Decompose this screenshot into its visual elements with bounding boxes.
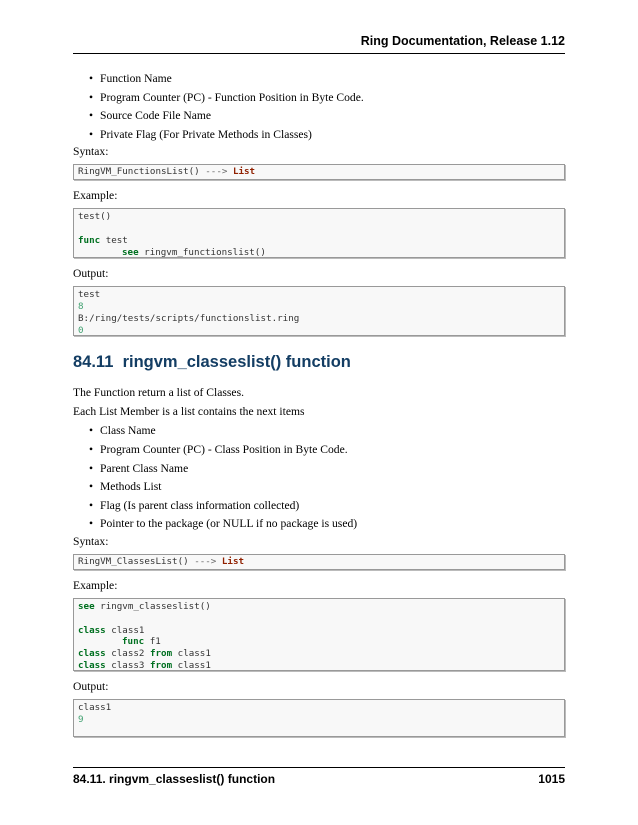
list-item: • Class Name — [90, 424, 565, 438]
list-item: • Parent Class Name — [90, 462, 565, 476]
output-label: Output: — [73, 267, 109, 281]
output-label: Output: — [73, 679, 109, 693]
list-item: • Flag (Is parent class information collected) — [90, 499, 565, 513]
list-item: • Program Counter (PC) - Function Position in Byte Code. — [90, 91, 565, 105]
page-footer — [73, 767, 565, 790]
example-label: Example: — [73, 189, 118, 203]
section-intro-items: Each List Member is a list contains the next items — [73, 405, 305, 419]
syntax-code-block: RingVM_ClassesList() ---> List — [73, 554, 565, 570]
list-item: • Methods List — [90, 480, 565, 494]
classes-item-list — [73, 424, 565, 531]
example-label: Example: — [73, 578, 118, 592]
section-intro: The Function return a list of Classes. — [73, 386, 244, 400]
example-code-block: test() func test see ringvm_functionslist() — [73, 208, 565, 258]
functions-item-list — [73, 72, 565, 142]
list-item: • Source Code File Name — [90, 109, 565, 123]
footer-section: 84.11. ringvm_classeslist() function — [73, 772, 276, 786]
page-header — [73, 33, 565, 54]
list-item: • Function Name — [90, 72, 565, 86]
page-number: 1015 — [538, 772, 565, 786]
syntax-label: Syntax: — [73, 145, 109, 159]
list-item: • Program Counter (PC) - Class Position in Byte Code. — [90, 443, 565, 457]
syntax-label: Syntax: — [73, 534, 109, 548]
output-code-block: test 8 B:/ring/tests/scripts/functionslist.ring 0 — [73, 286, 565, 336]
page-content — [73, 72, 565, 737]
list-item: • Pointer to the package (or NULL if no package is used) — [90, 517, 565, 531]
section-heading: 84.11 ringvm_classeslist() function — [73, 353, 351, 372]
list-item: • Private Flag (For Private Methods in Classes) — [90, 128, 565, 142]
example-code-block: see ringvm_classeslist() class class1 func f1 class class2 from class1 class class3 from class1 — [73, 598, 565, 671]
syntax-code-block: RingVM_FunctionsList() ---> List — [73, 164, 565, 180]
header-title: Ring Documentation, Release 1.12 — [360, 34, 565, 48]
output-code-block: class1 9 — [73, 699, 565, 737]
